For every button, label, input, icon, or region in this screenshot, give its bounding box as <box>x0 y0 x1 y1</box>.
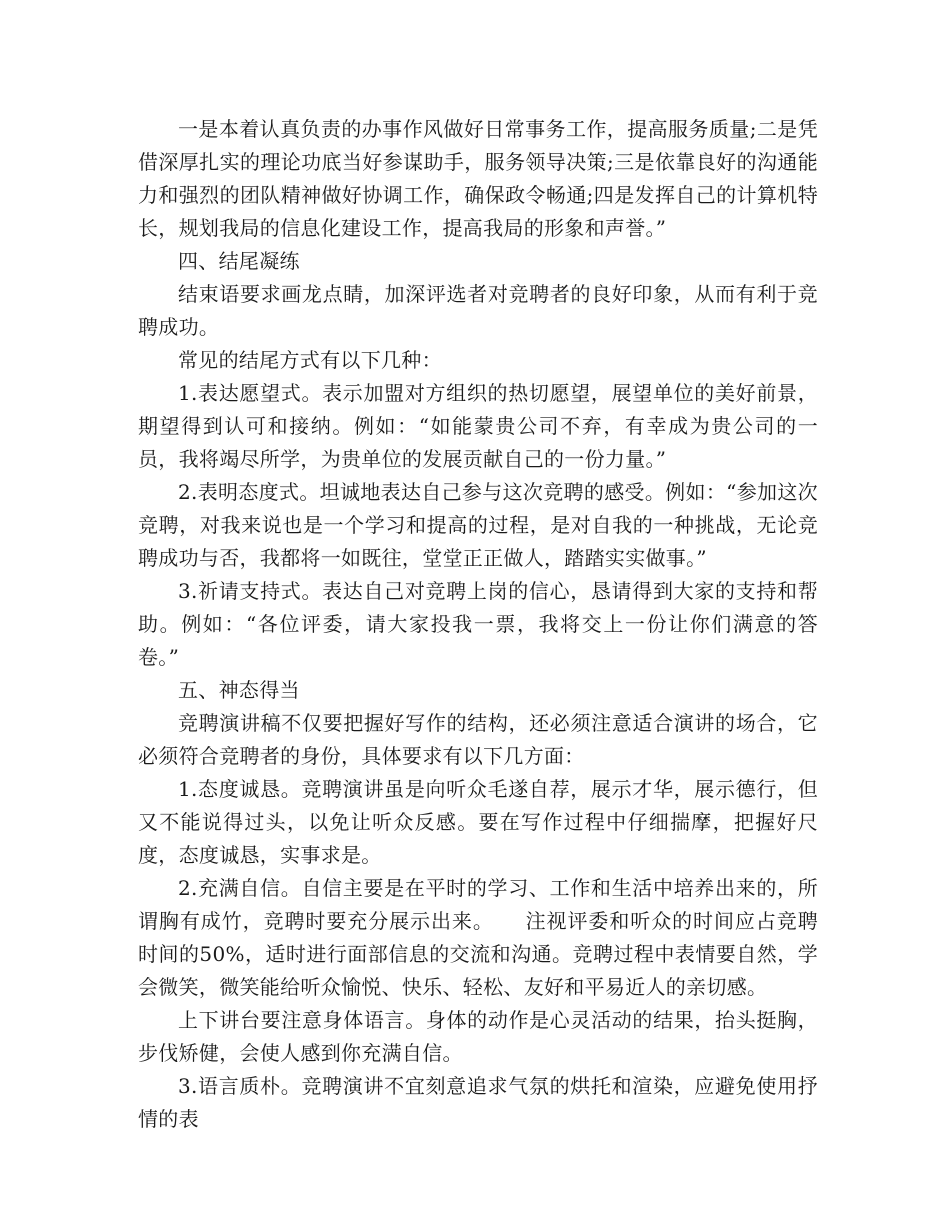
paragraph-duty-list: 一是本着认真负责的办事作风做好日常事务工作，提高服务质量;二是凭借深厚扎实的理论功底当好参谋助手，服务领导决策;三是依靠良好的沟通能力和强烈的团队精神做好协调工作，确保政令畅通;四是发挥自己的计算机特长，规划我局的信息化建设工作，提高我局的形象和声誉。” <box>138 117 818 240</box>
document-body <box>138 113 818 1136</box>
paragraph-conclusion-intro: 结束语要求画龙点睛，加深评选者对竞聘者的良好印象，从而有利于竞聘成功。 <box>138 282 818 339</box>
paragraph-body-language: 上下讲台要注意身体语言。身体的动作是心灵活动的结果，抬头挺胸，步伐矫健，会使人感到你充满自信。 <box>138 1008 818 1065</box>
paragraph-item-attitude: 2.表明态度式。坦诚地表达自己参与这次竞聘的感受。例如：“参加这次竞聘，对我来说也是一个学习和提高的过程，是对自我的一种挑战，无论竞聘成功与否，我都将一如既往，堂堂正正做人，踏踏实实做事。” <box>138 480 818 570</box>
paragraph-item-wish: 1.表达愿望式。表示加盟对方组织的热切愿望，展望单位的美好前景，期望得到认可和接纳。例如：“如能蒙贵公司不弃，有幸成为贵公司的一员，我将竭尽所学，为贵单位的发展贡献自己的一份力量。” <box>138 381 818 471</box>
paragraph-item-sincere: 1.态度诚恳。竞聘演讲虽是向听众毛遂自荐，展示才华，展示德行，但又不能说得过头，以免让听众反感。要在写作过程中仔细揣摩，把握好尺度，态度诚恳，实事求是。 <box>138 777 818 867</box>
heading-section-4: 四、结尾凝练 <box>178 249 300 273</box>
paragraph-demeanor-intro: 竞聘演讲稿不仅要把握好写作的结构，还必须注意适合演讲的场合，它必须符合竞聘者的身份，具体要求有以下几方面： <box>138 711 818 768</box>
paragraph-conclusion-types: 常见的结尾方式有以下几种： <box>178 348 442 372</box>
paragraph-item-plain-language: 3.语言质朴。竞聘演讲不宜刻意追求气氛的烘托和渲染，应避免使用抒情的表 <box>138 1074 818 1131</box>
heading-section-5: 五、神态得当 <box>178 678 300 702</box>
paragraph-item-confident: 2.充满自信。自信主要是在平时的学习、工作和生活中培养出来的，所谓胸有成竹，竞聘时要充分展示出来。 注视评委和听众的时间应占竞聘时间的50%，适时进行面部信息的交流和沟通。竞聘过程中表情要自然，学会微笑，微笑能给听众愉悦、快乐、轻松、友好和平易近人的亲切感。 <box>138 876 818 999</box>
paragraph-item-support: 3.祈请支持式。表达自己对竞聘上岗的信心，恳请得到大家的支持和帮助。例如：“各位评委，请大家投我一票，我将交上一份让你们满意的答卷。” <box>138 579 818 669</box>
